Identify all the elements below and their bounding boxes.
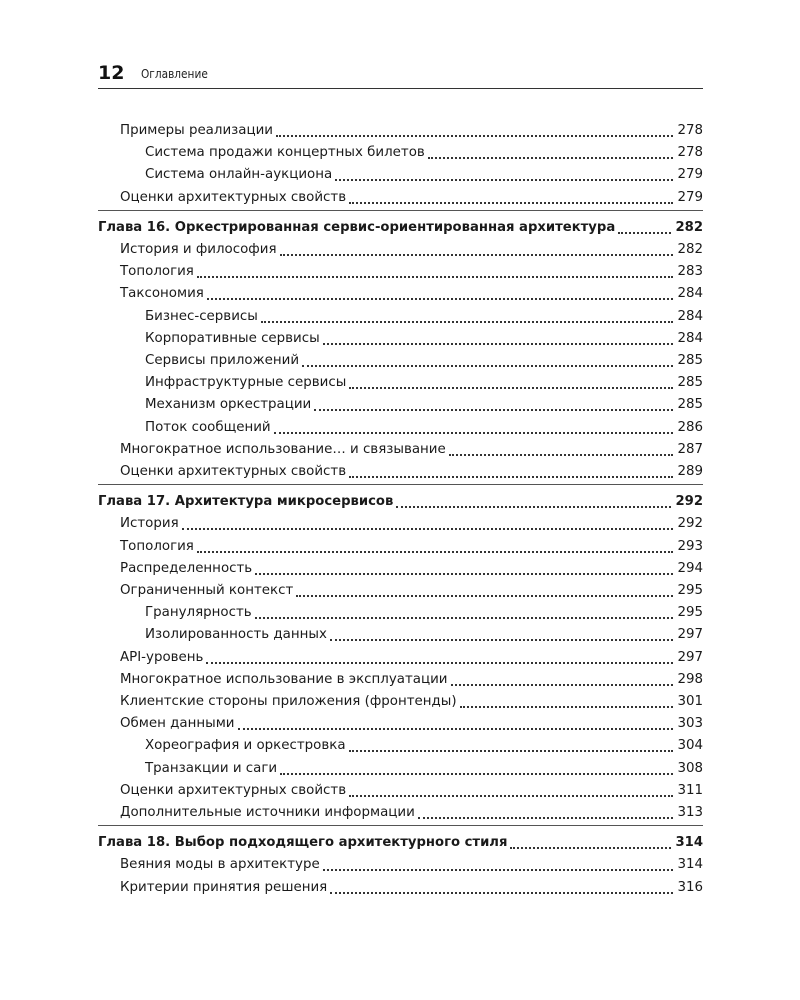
dot-leader	[323, 342, 674, 345]
dot-leader	[418, 816, 674, 819]
toc-entry[interactable]	[120, 877, 703, 899]
toc-entry-title: Топология	[120, 538, 194, 554]
toc-entry-title: Многократное использование… и связывание	[120, 441, 446, 457]
toc-entry[interactable]	[120, 558, 703, 580]
toc-entry-title: API-уровень	[120, 649, 204, 665]
dot-leader	[349, 386, 673, 389]
section-rule	[98, 825, 703, 826]
toc-entry[interactable]	[145, 142, 703, 164]
toc-entry-page: 285	[677, 397, 703, 413]
toc-entry-title: Сервисы приложений	[145, 353, 300, 368]
dot-leader	[302, 364, 673, 367]
toc-entry-page: 301	[677, 694, 703, 709]
toc-entry-title: Многократное использование в эксплуатации	[120, 671, 448, 687]
toc-entry-page: 308	[677, 760, 703, 776]
toc-entry-page: 278	[677, 145, 703, 161]
toc-entry-title: Глава 17. Архитектура микросервисов	[98, 494, 394, 510]
dot-leader	[255, 572, 673, 575]
toc-entry-page: 287	[677, 441, 703, 457]
toc-entry[interactable]	[145, 758, 703, 780]
toc-entry-title: Глава 18. Выбор подходящего архитектурного стиля	[98, 835, 508, 851]
toc-entry[interactable]	[145, 602, 703, 624]
dot-leader	[280, 253, 674, 256]
toc-entry-title: Бизнес-сервисы	[145, 308, 258, 324]
dot-leader	[396, 505, 671, 508]
toc-entry-title: Критерии принятия решения	[120, 879, 328, 895]
toc-entry-title: Ограниченный контекст	[120, 583, 294, 598]
toc-entry-title: Гранулярность	[145, 605, 252, 621]
toc-entry-page: 294	[677, 560, 703, 576]
toc-entry-page: 297	[677, 627, 703, 643]
dot-leader	[618, 231, 671, 234]
toc-entry-title: Система онлайн-аукциона	[145, 167, 333, 183]
dot-leader	[207, 297, 674, 300]
toc-entry-page: 295	[677, 605, 703, 621]
toc-entry-title: История и философия	[120, 242, 277, 257]
toc-entry-title: Транзакции и саги	[145, 760, 278, 776]
toc-entry-title: Система продажи концертных билетов	[145, 145, 425, 161]
toc-entry[interactable]	[120, 802, 703, 824]
toc-entry-title: Оценки архитектурных свойств	[120, 189, 347, 205]
dot-leader	[197, 275, 674, 278]
toc-entry-page: 285	[677, 375, 703, 391]
toc-entry[interactable]	[120, 536, 703, 558]
toc-entry-title: Веяния моды в архитектуре	[120, 857, 320, 873]
toc-entry-page: 289	[677, 464, 703, 479]
toc-entry-page: 295	[677, 583, 703, 598]
toc-entry[interactable]	[145, 372, 703, 394]
toc-entry-page: 282	[675, 219, 703, 235]
dot-leader	[182, 527, 674, 530]
toc-entry-title: Примеры реализации	[120, 123, 273, 138]
toc-entry[interactable]	[120, 283, 703, 305]
dot-leader	[323, 868, 674, 871]
toc-entry[interactable]	[120, 669, 703, 691]
dot-leader	[255, 616, 674, 619]
dot-leader	[349, 749, 674, 752]
dot-leader	[330, 891, 673, 894]
toc-entry-title: Механизм оркестрации	[145, 397, 312, 413]
dot-leader	[197, 550, 674, 553]
toc-entry-page: 279	[677, 189, 703, 205]
dot-leader	[206, 661, 673, 664]
toc-entry-page: 292	[675, 494, 703, 510]
dot-leader	[449, 453, 674, 456]
toc-entry-page: 293	[677, 538, 703, 554]
toc-entry[interactable]	[120, 513, 703, 535]
dot-leader	[428, 156, 674, 159]
toc-entry[interactable]	[120, 439, 703, 461]
toc-entry-title: Инфраструктурные сервисы	[145, 375, 347, 391]
toc-chapter-entry[interactable]	[98, 832, 703, 854]
toc-entry[interactable]	[120, 691, 703, 713]
dot-leader	[460, 705, 674, 708]
toc-entry-title: Хореография и оркестровка	[145, 738, 346, 754]
toc-entry-title: История	[120, 516, 179, 532]
dot-leader	[451, 683, 674, 686]
toc-entry-title: Клиентские стороны приложения (фронтенды)	[120, 694, 457, 709]
toc-entry[interactable]	[120, 239, 703, 261]
toc-entry-page: 284	[677, 308, 703, 324]
toc-entry-page: 314	[675, 835, 703, 851]
dot-leader	[349, 794, 673, 797]
dot-leader	[296, 594, 673, 597]
toc-entry-page: 297	[677, 649, 703, 665]
toc-entry-title: Корпоративные сервисы	[145, 330, 320, 346]
toc-entry-page: 303	[677, 716, 703, 732]
dot-leader	[335, 178, 673, 181]
toc-entry-title: Поток сообщений	[145, 419, 271, 435]
toc-entry[interactable]	[145, 394, 703, 416]
toc-entry[interactable]	[120, 187, 703, 209]
toc-entry[interactable]	[120, 713, 703, 735]
toc-entry[interactable]	[120, 580, 703, 602]
dot-leader	[274, 431, 674, 434]
toc-chapter-entry[interactable]	[98, 491, 703, 513]
toc-entry-title: Оценки архитектурных свойств	[120, 782, 347, 798]
toc-entry-page: 285	[677, 353, 703, 368]
toc-entry[interactable]	[120, 261, 703, 283]
toc-entry-page: 292	[677, 516, 703, 532]
dot-leader	[510, 846, 671, 849]
dot-leader	[276, 134, 673, 137]
toc-entry[interactable]	[145, 624, 703, 646]
running-title: Оглавление	[141, 67, 208, 81]
toc-entry[interactable]	[145, 350, 703, 372]
dot-leader	[349, 201, 673, 204]
toc-entry-page: 284	[677, 286, 703, 302]
toc-entry-title: Таксономия	[120, 286, 204, 302]
toc-entry-title: Топология	[120, 264, 194, 280]
toc-entry-page: 314	[677, 857, 703, 873]
section-rule	[98, 484, 703, 485]
toc-entry[interactable]	[120, 120, 703, 142]
toc-entry-page: 298	[677, 671, 703, 687]
toc-entry-title: Обмен данными	[120, 716, 235, 732]
section-rule	[98, 210, 703, 211]
toc-entry-title: Изолированность данных	[145, 627, 327, 643]
toc-entry-page: 284	[677, 330, 703, 346]
toc-entry[interactable]	[145, 328, 703, 350]
toc-entry-page: 279	[677, 167, 703, 183]
toc-entry[interactable]	[120, 780, 703, 802]
toc-chapter-entry[interactable]	[98, 217, 703, 239]
toc-entry-title: Распределенность	[120, 560, 253, 576]
dot-leader	[330, 638, 674, 641]
toc-entry[interactable]	[145, 164, 703, 186]
dot-leader	[280, 772, 673, 775]
dot-leader	[238, 727, 674, 730]
toc-entry[interactable]	[120, 461, 703, 483]
toc-entry-page: 283	[677, 264, 703, 280]
toc-entry-page: 313	[677, 805, 703, 820]
toc-entry[interactable]	[120, 854, 703, 876]
dot-leader	[314, 408, 673, 411]
page-number: 12	[98, 62, 125, 84]
toc-entry-page: 286	[677, 419, 703, 435]
toc-entry-title: Оценки архитектурных свойств	[120, 464, 347, 479]
toc-entry[interactable]	[120, 647, 703, 669]
toc-entry-page: 311	[677, 782, 703, 798]
dot-leader	[261, 320, 674, 323]
toc-entry-title: Дополнительные источники информации	[120, 805, 415, 820]
toc-entry[interactable]	[145, 417, 703, 439]
dot-leader	[349, 475, 673, 478]
toc-entry-page: 304	[677, 738, 703, 754]
toc-entry[interactable]	[145, 735, 703, 757]
toc-entry-page: 278	[677, 123, 703, 138]
toc-entry-page: 282	[677, 242, 703, 257]
toc-entry[interactable]	[145, 306, 703, 328]
toc-entry-title: Глава 16. Оркестрированная сервис-ориентированная архитектура	[98, 219, 616, 235]
toc-entry-page: 316	[677, 879, 703, 895]
